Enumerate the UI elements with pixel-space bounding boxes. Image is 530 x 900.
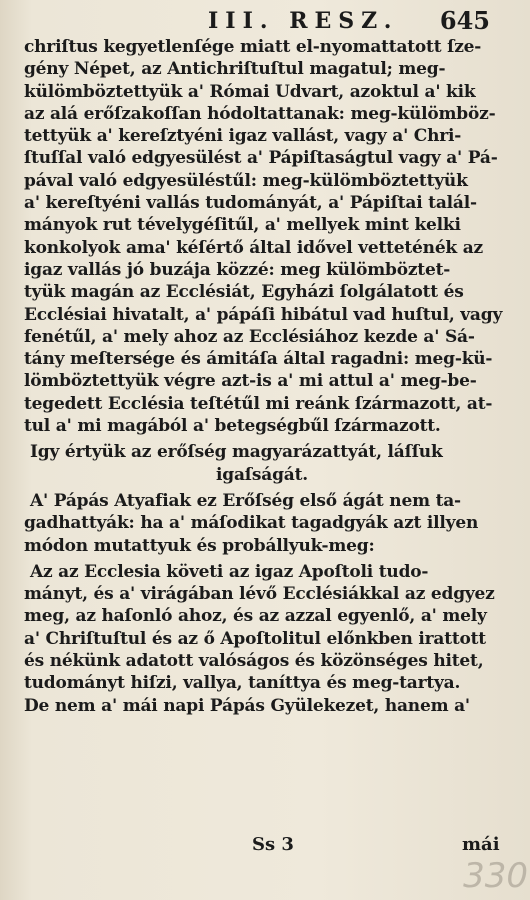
text-line: Az az Ecclesia követi az igaz Apoſtoli tudo- — [30, 561, 429, 582]
section-heading-line: Igy értyük az erőſség magyarázattyát, láſſuk — [30, 442, 443, 463]
text-line: tettyük a' kereſztyéni igaz vallást, vagy a' Chri- — [24, 126, 462, 147]
text-line: chriſtus kegyetlenſége miatt el-nyomattatott ſze- — [24, 37, 482, 57]
page-footer — [0, 834, 530, 864]
text-line: mányok rut tévelygéſitűl, a' mellyek mint kelki — [24, 215, 461, 236]
text-line: és nékünk adatott valóságos és közönséges hitet, — [24, 651, 484, 672]
section-heading-line: igaſságát. — [216, 464, 308, 485]
text-line: módon mutattyuk és probállyuk-meg: — [24, 535, 375, 556]
page-number: 645 — [439, 6, 490, 35]
text-line: külömböztettyük a' Római Udvart, azoktul a' kik — [24, 81, 476, 102]
text-line: fenétűl, a' mely ahoz az Ecclésiához kezde a' Sá- — [24, 326, 475, 347]
text-line: A' Pápás Atyafiak ez Erőſség első ágát nem ta- — [30, 490, 461, 511]
text-line: tudományt hiſzi, vallya, taníttya és meg-tartya. — [24, 673, 461, 694]
text-line: pával való edgyesüléstűl: meg-külömböztettyük — [24, 170, 468, 191]
text-line: lömböztettyük végre azt-is a' mi attul a' meg-be- — [24, 371, 477, 392]
text-line: meg, az haſonló ahoz, és az azzal egyenlő, a' mely — [24, 606, 487, 627]
text-line: ſtuſſal való edgyesülést a' Pápiſtaságtul vagy a' Pá- — [24, 148, 498, 169]
signature-mark: Ss 3 — [252, 834, 294, 855]
text-line: tul a' mi magából a' betegségbűl ſzármazott. — [24, 416, 441, 437]
text-line: tyük magán az Ecclésiát, Egyházi ſolgálatott és — [24, 282, 464, 303]
running-title: III. RESZ. — [208, 8, 399, 34]
text-line: konkolyok ama' kéſértő által idővel vetteténék az — [24, 237, 483, 258]
text-line: gény Népet, az Antichriſtuſtul magatul; meg- — [24, 59, 446, 80]
text-line: igaz vallás jó buzája közzé: meg külömböztet- — [24, 259, 451, 280]
text-line: gadhattyák: ha a' máſodikat tagadgyák azt illyen — [24, 513, 479, 534]
text-line: tegedett Ecclésia teſtétűl mi reánk ſzármazott, at- — [24, 393, 493, 414]
text-line: az alá erőſzakoſſan hódoltattanak: meg-külömböz- — [24, 103, 496, 124]
handwritten-page-number: 330 — [463, 856, 528, 896]
catchword: mái — [462, 834, 500, 855]
text-line: tány meſtersége és ámitáſa által ragadni: meg-kü- — [24, 349, 493, 370]
running-header — [0, 4, 530, 38]
page-body — [24, 36, 503, 717]
text-line: De nem a' mái napi Pápás Gyülekezet, hanem a' — [24, 695, 470, 716]
text-line: a' kereſtyéni vallás tudományát, a' Pápiſtai talál- — [24, 193, 477, 214]
text-line: Ecclésiai hivatalt, a' pápáſi hibátul vad huſtul, vagy — [24, 304, 503, 325]
text-line: a' Chriſtuſtul és az ő Apoſtolitul előnkben irattott — [24, 628, 486, 649]
text-line: mányt, és a' virágában lévő Ecclésiákkal az edgyez — [24, 584, 495, 605]
